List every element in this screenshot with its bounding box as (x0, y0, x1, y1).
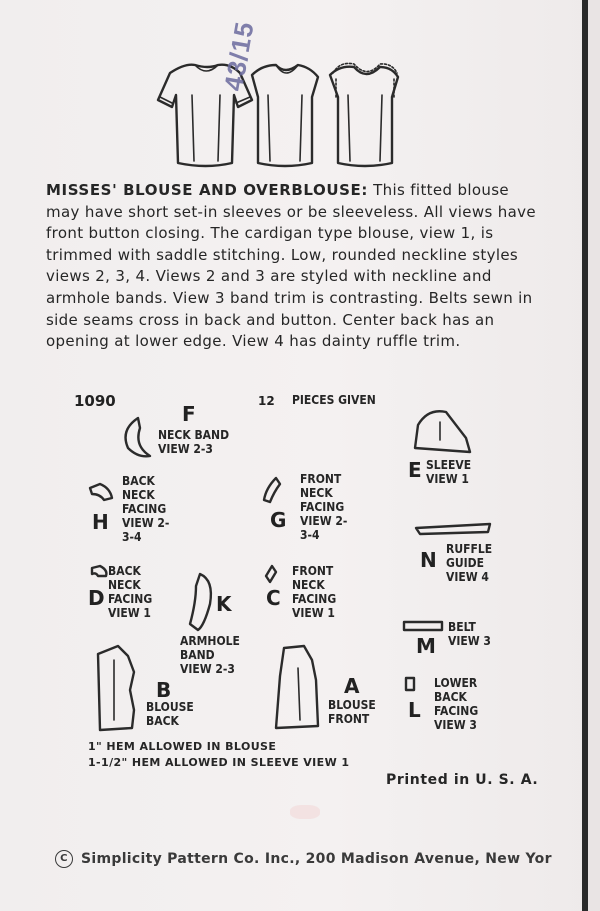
paper-smudge (290, 805, 320, 819)
piece-l-label: LOWER BACK FACING VIEW 3 (434, 676, 479, 732)
piece-h-label: BACK NECK FACING VIEW 2- 3-4 (122, 474, 170, 544)
piece-m-shape (404, 622, 442, 630)
piece-n-shape (416, 524, 490, 534)
piece-e-label: SLEEVE VIEW 1 (426, 458, 472, 486)
piece-k-shape (190, 574, 211, 630)
piece-f-shape (126, 418, 150, 456)
piece-g-label: FRONT NECK FACING VIEW 2- 3-4 (300, 472, 348, 542)
piece-a-letter: A (344, 674, 360, 698)
piece-a-label: BLOUSE FRONT (328, 698, 376, 726)
piece-k-label: ARMHOLE BAND VIEW 2-3 (180, 634, 240, 676)
piece-n-letter: N (420, 548, 437, 572)
description-body: This fitted blouse may have short set-in sleeves or be sleeveless. All views have front button closing. The cardigan type blouse, view 1, is trimmed with saddle stitching. Low, rounded neckline styles views 2, 3, 4. Views 2 and 3 are styled with neckline and armhole bands. View 3 band trim is contrasting. Belts sewn in side seams cross in back and button. Center back has an opening at lower edge. View 4 has dainty ruffle trim. (46, 181, 536, 351)
piece-c-label: FRONT NECK FACING VIEW 1 (292, 564, 337, 620)
hem-note-blouse: 1" HEM ALLOWED IN BLOUSE (88, 740, 277, 753)
pieces-given-label: PIECES GIVEN (292, 393, 376, 407)
piece-d-label: BACK NECK FACING VIEW 1 (108, 564, 153, 620)
hem-note-sleeve: 1-1/2" HEM ALLOWED IN SLEEVE VIEW 1 (88, 756, 350, 769)
piece-l-letter: L (408, 698, 421, 722)
piece-a-shape (276, 646, 318, 728)
piece-g-shape (264, 478, 280, 502)
piece-d-letter: D (88, 586, 105, 610)
piece-e-shape (415, 411, 470, 452)
pattern-number: 1090 (74, 392, 116, 410)
printed-in-usa: Printed in U. S. A. (386, 772, 539, 788)
piece-f-label: NECK BAND VIEW 2-3 (158, 428, 230, 456)
piece-b-label: BLOUSE BACK (146, 700, 194, 728)
piece-c-letter: C (266, 586, 281, 610)
piece-d-shape (92, 566, 106, 576)
publisher-footer (55, 850, 552, 868)
piece-e-letter: E (408, 458, 422, 482)
piece-m-label: BELT VIEW 3 (448, 620, 491, 648)
piece-h-letter: H (92, 510, 109, 534)
piece-f-letter: F (182, 402, 196, 426)
publisher-address: Simplicity Pattern Co. Inc., 200 Madison Avenue, New Yor (81, 851, 552, 867)
piece-m-letter: M (416, 634, 436, 658)
piece-n-label: RUFFLE GUIDE VIEW 4 (446, 542, 493, 584)
piece-l-shape (406, 678, 414, 690)
pieces-count: 12 (258, 394, 275, 408)
inventory-stamp: 43/15 (218, 18, 260, 94)
piece-h-shape (90, 484, 112, 500)
piece-k-letter: K (216, 592, 232, 616)
description-lead: MISSES' BLOUSE AND OVERBLOUSE: (46, 181, 368, 199)
piece-g-letter: G (270, 508, 287, 532)
piece-c-shape (266, 566, 276, 582)
piece-b-shape (98, 646, 134, 730)
piece-b-letter: B (156, 678, 172, 702)
copyright-icon: C (55, 850, 73, 868)
